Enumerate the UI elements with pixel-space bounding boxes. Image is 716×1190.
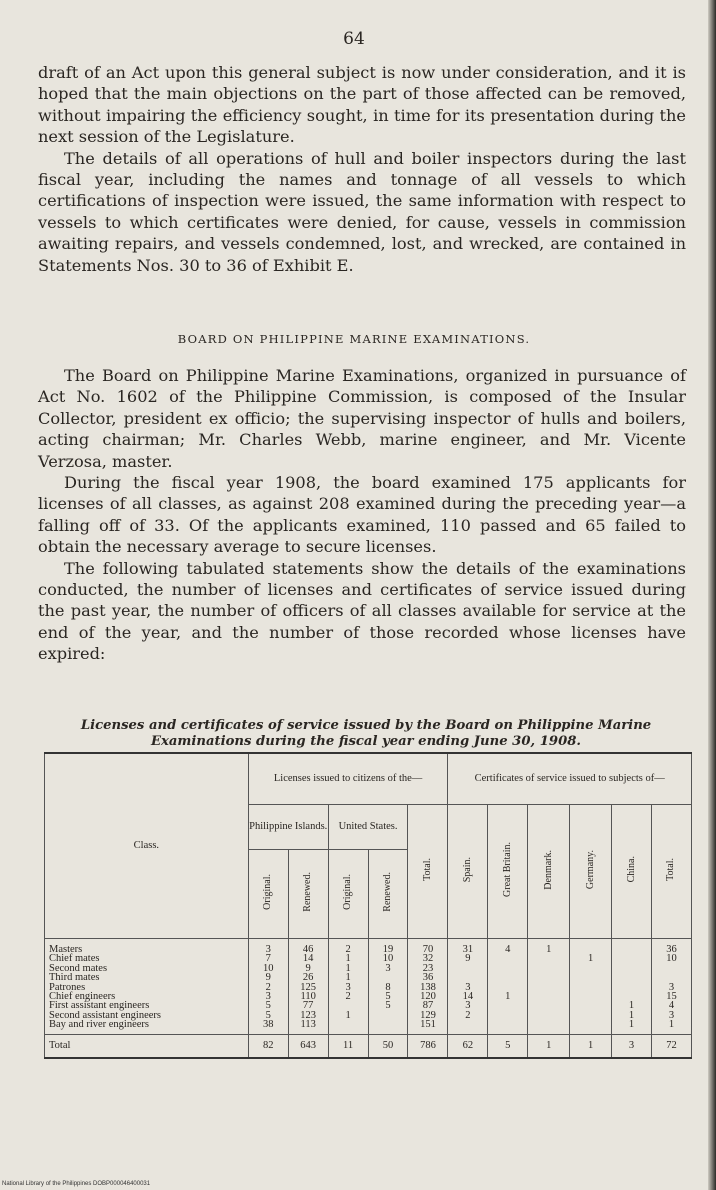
header-pi-renewed: Renewed. — [288, 850, 328, 939]
row-value: 77 — [288, 1001, 328, 1010]
row-value: 50 — [368, 1034, 408, 1058]
row-value — [488, 964, 528, 973]
row-value: 3 — [612, 1034, 652, 1058]
row-value: 7 — [248, 954, 288, 963]
row-value — [612, 973, 652, 982]
row-value: 3 — [448, 983, 488, 992]
header-us-original: Original. — [328, 850, 368, 939]
row-class-label: Third mates — [45, 973, 249, 982]
row-value: 110 — [288, 992, 328, 1001]
header-certificates-total: Total. — [651, 805, 691, 939]
row-value — [570, 973, 612, 982]
row-value: 1 — [651, 1020, 691, 1034]
row-value: 11 — [328, 1034, 368, 1058]
row-value: 3 — [248, 939, 288, 955]
row-value: 36 — [408, 973, 448, 982]
row-value: 1 — [488, 992, 528, 1001]
header-spain: Spain. — [448, 805, 488, 939]
row-value: 9 — [288, 964, 328, 973]
table-row — [45, 954, 692, 963]
row-class-label: First assistant engineers — [45, 1001, 249, 1010]
row-value: 2 — [448, 1011, 488, 1020]
row-class-label: Patrones — [45, 983, 249, 992]
row-value: 113 — [288, 1020, 328, 1034]
row-value: 1 — [528, 1034, 570, 1058]
table-row — [45, 973, 692, 982]
row-value — [528, 954, 570, 963]
intro-paragraphs — [38, 62, 686, 276]
row-value: 9 — [248, 973, 288, 982]
row-class-label: Chief engineers — [45, 992, 249, 1001]
row-value: 1 — [328, 954, 368, 963]
row-value — [488, 973, 528, 982]
section-heading: BOARD ON PHILIPPINE MARINE EXAMINATIONS. — [177, 332, 531, 346]
row-class-label: Second mates — [45, 964, 249, 973]
paragraph: During the fiscal year 1908, the board examined 175 applicants for licenses of all classes, as against 208 examined during the preceding year—a falling off of 33. Of the applicants examined, 110 passed and 65 failed to obtain the necessary average to secure licenses. — [38, 473, 686, 557]
row-value: 3 — [448, 1001, 488, 1010]
row-value — [570, 1011, 612, 1020]
row-value: 10 — [368, 954, 408, 963]
header-germany: Germany. — [570, 805, 612, 939]
row-class-label: Total — [45, 1034, 249, 1058]
row-value: 62 — [448, 1034, 488, 1058]
header-united-states: United States. — [328, 805, 408, 850]
row-value: 72 — [651, 1034, 691, 1058]
row-value: 10 — [651, 954, 691, 963]
row-value — [651, 964, 691, 973]
row-value: 129 — [408, 1011, 448, 1020]
row-value — [368, 1011, 408, 1020]
row-value: 3 — [651, 1011, 691, 1020]
row-value: 14 — [288, 954, 328, 963]
row-value: 10 — [248, 964, 288, 973]
row-value — [570, 983, 612, 992]
row-value: 3 — [328, 983, 368, 992]
header-licenses-group: Licenses issued to citizens of the— — [248, 753, 448, 805]
row-value — [488, 1011, 528, 1020]
row-value — [612, 964, 652, 973]
row-value: 8 — [368, 983, 408, 992]
row-value: 2 — [328, 939, 368, 955]
header-pi-original: Original. — [248, 850, 288, 939]
table-row — [45, 1020, 692, 1034]
row-value: 70 — [408, 939, 448, 955]
paragraph: The Board on Philippine Marine Examinations, organized in pursuance of Act No. 1602 of the Philippine Commission, is composed of the Insular Collector, president ex officio; the supervising inspector of hulls and boilers, acting chairman; Mr. Charles Webb, marine engineer, and Mr. Vicente Verzosa, master. — [38, 366, 686, 471]
row-value: 36 — [651, 939, 691, 955]
header-great-britain: Great Britain. — [488, 805, 528, 939]
row-value: 138 — [408, 983, 448, 992]
header-denmark: Denmark. — [528, 805, 570, 939]
row-value: 151 — [408, 1020, 448, 1034]
row-value: 87 — [408, 1001, 448, 1010]
row-value: 14 — [448, 992, 488, 1001]
header-certificates-group: Certificates of service issued to subjects of— — [448, 753, 692, 805]
row-value: 643 — [288, 1034, 328, 1058]
row-value: 1 — [328, 964, 368, 973]
table-row — [45, 939, 692, 955]
row-value — [528, 973, 570, 982]
row-value — [528, 1001, 570, 1010]
table-row — [45, 983, 692, 992]
page-number: 64 — [343, 29, 365, 49]
row-value: 1 — [612, 1001, 652, 1010]
row-value — [488, 1001, 528, 1010]
row-value — [570, 939, 612, 955]
row-value: 3 — [248, 992, 288, 1001]
row-value: 3 — [651, 983, 691, 992]
row-value — [528, 1020, 570, 1034]
row-value: 1 — [612, 1011, 652, 1020]
row-value — [448, 964, 488, 973]
row-value: 23 — [408, 964, 448, 973]
table-row — [45, 964, 692, 973]
row-class-label: Bay and river engineers — [45, 1020, 249, 1034]
row-value: 2 — [328, 992, 368, 1001]
paragraph: draft of an Act upon this general subject is now under consideration, and it is hoped that the main objections on the part of those affected can be removed, without impairing the efficiency sought, in time for its presentation during the next session of the Legislature. — [38, 63, 686, 147]
section-paragraphs — [38, 365, 686, 665]
row-value: 1 — [328, 973, 368, 982]
table-caption: Licenses and certificates of service issued by the Board on Philippine Marine Examinations during the fiscal year ending June 30, 1908. — [80, 718, 652, 749]
row-value — [528, 992, 570, 1001]
row-value — [612, 983, 652, 992]
row-value: 5 — [368, 992, 408, 1001]
row-value — [528, 983, 570, 992]
row-value: 125 — [288, 983, 328, 992]
row-value — [448, 1020, 488, 1034]
row-value: 1 — [328, 1011, 368, 1020]
footer-attribution: National Library of the Philippines DOBP000046400031 — [2, 1181, 151, 1187]
row-value: 4 — [651, 1001, 691, 1010]
row-value: 38 — [248, 1020, 288, 1034]
row-value — [368, 1020, 408, 1034]
row-value: 31 — [448, 939, 488, 955]
row-value: 82 — [248, 1034, 288, 1058]
row-value — [488, 954, 528, 963]
header-class: Class. — [45, 753, 249, 939]
header-philippine-islands: Philippine Islands. — [248, 805, 328, 850]
paragraph: The following tabulated statements show the details of the examinations conducted, the number of licenses and certificates of service issued during the past year, the number of officers of all classes available for service at the end of the year, and the number of those recorded whose licenses have expired: — [38, 558, 686, 664]
header-licenses-total: Total. — [408, 805, 448, 939]
row-value: 2 — [248, 983, 288, 992]
table-total-row — [45, 1034, 692, 1058]
row-value: 1 — [570, 1034, 612, 1058]
row-value: 26 — [288, 973, 328, 982]
row-value: 19 — [368, 939, 408, 955]
row-value — [570, 1001, 612, 1010]
paragraph: The details of all operations of hull and boiler inspectors during the last fiscal year, including the names and tonnage of all vessels to which certifications of inspection were issued, the same information with respect to vessels to which certificates were denied, for cause, vessels in commission awaiting repairs, and vessels condemned, lost, and wrecked, are contained in Statements Nos. 30 to 36 of Exhibit E. — [38, 148, 686, 275]
header-us-renewed: Renewed. — [368, 850, 408, 939]
row-value — [570, 964, 612, 973]
row-value: 1 — [528, 939, 570, 955]
row-value: 5 — [248, 1011, 288, 1020]
licenses-table-wrapper — [44, 752, 692, 1059]
row-value — [528, 1011, 570, 1020]
row-value: 123 — [288, 1011, 328, 1020]
row-value: 5 — [368, 1001, 408, 1010]
row-value: 3 — [368, 964, 408, 973]
row-value — [612, 939, 652, 955]
row-class-label: Chief mates — [45, 954, 249, 963]
licenses-table — [44, 752, 692, 1059]
row-class-label: Second assistant engineers — [45, 1011, 249, 1020]
page-edge — [708, 0, 716, 1190]
row-value — [570, 992, 612, 1001]
row-value: 1 — [612, 1020, 652, 1034]
row-value — [612, 954, 652, 963]
row-value: 5 — [248, 1001, 288, 1010]
table-body — [45, 939, 692, 1058]
row-value: 1 — [570, 954, 612, 963]
row-value: 15 — [651, 992, 691, 1001]
row-value: 9 — [448, 954, 488, 963]
header-china: China. — [612, 805, 652, 939]
row-value: 120 — [408, 992, 448, 1001]
row-value: 32 — [408, 954, 448, 963]
row-value: 786 — [408, 1034, 448, 1058]
row-value: 4 — [488, 939, 528, 955]
row-value: 5 — [488, 1034, 528, 1058]
row-value — [528, 964, 570, 973]
row-value — [570, 1020, 612, 1034]
row-value: 46 — [288, 939, 328, 955]
row-value — [488, 1020, 528, 1034]
row-class-label: Masters — [45, 939, 249, 955]
row-value — [328, 1020, 368, 1034]
